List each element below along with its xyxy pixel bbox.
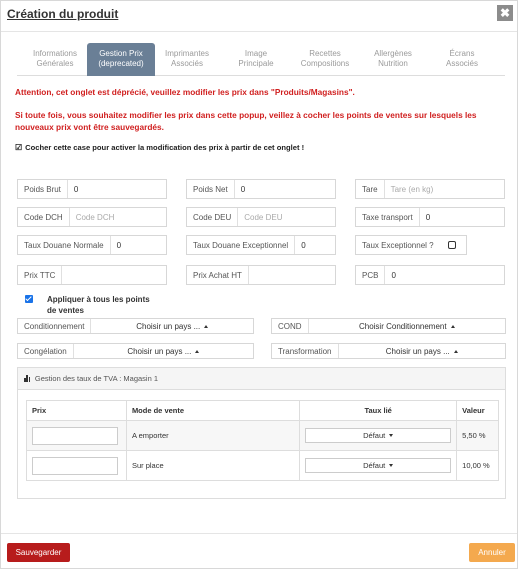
cancel-button[interactable]: Annuler [469, 543, 515, 562]
enable-edit-note-text: Cocher cette case pour activer la modification des prix à partir de cet onglet ! [25, 143, 305, 152]
save-button[interactable]: Sauvegarder [7, 543, 70, 562]
tab-label: Nutrition [378, 59, 408, 68]
tab-gestion-prix[interactable] [87, 43, 155, 76]
prix-cell [27, 451, 127, 481]
poids-net-field [186, 179, 336, 199]
tab-label: Imprimantes [164, 49, 209, 58]
prix-ttc-label: Prix TTC [18, 266, 62, 284]
tab-label: Principale [238, 59, 274, 68]
pcb-field [355, 265, 505, 285]
taux-exceptionnel-label: Taux Exceptionnel ? [362, 240, 434, 250]
column-header-valeur: Valeur [457, 401, 499, 421]
tab-label: Compositions [300, 59, 350, 68]
taux-lie-select[interactable] [305, 428, 451, 443]
tva-panel-header [18, 368, 505, 390]
prix-input[interactable] [32, 427, 118, 445]
conditionnement-value: Choisir un pays ... [136, 321, 201, 331]
mode-de-vente-cell: A emporter [126, 421, 299, 451]
tab-label: Gestion Prix [99, 49, 143, 58]
tab-label: (deprecated) [98, 59, 144, 68]
congelation-dropdown[interactable] [74, 344, 253, 358]
taux-lie-cell [300, 451, 457, 481]
code-deu-field [186, 207, 336, 227]
taux-douane-exceptionnel-input[interactable]: 0 [301, 240, 306, 250]
column-header-mode-de-vente: Mode de vente [126, 401, 299, 421]
table-row [27, 451, 499, 481]
code-deu-input[interactable]: Code DEU [244, 212, 283, 222]
taux-exceptionnel-field [355, 235, 467, 255]
tab-label: Associés [170, 59, 203, 68]
valeur-cell: 5,50 % [457, 421, 499, 451]
code-dch-field [17, 207, 167, 227]
tab-label: Informations [32, 49, 78, 58]
prix-achat-ht-field [186, 265, 336, 285]
pcb-label: PCB [356, 266, 385, 284]
poids-net-label: Poids Net [187, 180, 235, 198]
apply-all-points-de-vente [25, 294, 157, 316]
taxe-transport-field [355, 207, 505, 227]
apply-all-checkbox[interactable] [25, 295, 33, 303]
tab-informations-generales[interactable] [21, 43, 89, 76]
cond-dropdown[interactable] [309, 319, 505, 333]
tva-panel-title: Gestion des taux de TVA : Magasin 1 [34, 374, 159, 383]
tva-table-header [27, 401, 499, 421]
poids-brut-label: Poids Brut [18, 180, 68, 198]
tab-bar [17, 43, 505, 76]
tare-input[interactable]: Tare (en kg) [390, 184, 434, 194]
taux-lie-value: Défaut [363, 461, 386, 470]
tab-label: Générales [36, 59, 74, 68]
tab-recettes-compositions[interactable] [291, 43, 359, 76]
cond-value: Choisir Conditionnement [358, 321, 447, 331]
modal-title: Création du produit [7, 7, 119, 21]
column-header-prix: Prix [27, 401, 127, 421]
taux-douane-normale-input[interactable]: 0 [116, 240, 122, 250]
code-dch-label: Code DCH [18, 208, 70, 226]
prix-achat-ht-label: Prix Achat HT [187, 266, 249, 284]
caret-up-icon [454, 350, 458, 353]
prix-ttc-field [17, 265, 167, 285]
transformation-value: Choisir un pays ... [385, 346, 450, 356]
prix-input[interactable] [32, 457, 118, 475]
caret-up-icon [204, 325, 208, 328]
footer-divider [1, 533, 517, 534]
tab-label: Allergènes [374, 49, 412, 58]
prix-ttc-input[interactable] [62, 266, 166, 284]
table-row [27, 421, 499, 451]
taux-douane-normale-label: Taux Douane Normale [18, 236, 111, 254]
conditionnement-select [17, 318, 254, 334]
pcb-input[interactable]: 0 [391, 270, 396, 280]
conditionnement-label: Conditionnement [18, 319, 91, 333]
apply-all-label: Appliquer à tous les points de ventes [47, 295, 150, 315]
tab-imprimantes-associes[interactable] [153, 43, 221, 76]
taux-lie-value: Défaut [363, 431, 386, 440]
taux-lie-cell [300, 421, 457, 451]
code-deu-label: Code DEU [187, 208, 238, 226]
taxe-transport-input[interactable]: 0 [425, 212, 431, 222]
close-icon[interactable]: ✖ [497, 5, 513, 21]
tva-table [26, 400, 499, 481]
tab-label: Écrans [449, 49, 475, 58]
tab-label: Associés [445, 59, 478, 68]
congelation-value: Choisir un pays ... [127, 346, 192, 356]
points-de-vente-warning: Si toute fois, vous souhaitez modifier les prix dans cette popup, veillez à cocher les points de ventes sur lesquels les nouveaux prix vont être sauvegardés. [15, 110, 477, 132]
column-header-taux-lie: Taux lié [300, 401, 457, 421]
enable-edit-note [15, 143, 304, 152]
tab-ecrans-associes[interactable] [428, 43, 496, 76]
valeur-cell: 10,00 % [457, 451, 499, 481]
transformation-label: Transformation [272, 344, 339, 358]
conditionnement-dropdown[interactable] [91, 319, 253, 333]
prix-cell [27, 421, 127, 451]
prix-achat-ht-input[interactable] [249, 266, 335, 284]
bar-chart-icon [24, 375, 31, 382]
transformation-dropdown[interactable] [339, 344, 506, 358]
mode-de-vente-cell: Sur place [126, 451, 299, 481]
transformation-select [271, 343, 506, 359]
tab-image-principale[interactable] [222, 43, 290, 76]
deprecation-warning: Attention, cet onglet est déprécié, veuillez modifier les prix dans "Produits/Magasins". [15, 87, 355, 97]
checkbox-check-icon: ☑ [15, 143, 23, 152]
taux-douane-normale-field [17, 235, 167, 255]
taux-exceptionnel-checkbox[interactable] [448, 241, 456, 249]
congelation-select [17, 343, 254, 359]
poids-brut-field [17, 179, 167, 199]
tva-panel [17, 367, 506, 499]
cond-label: COND [272, 319, 309, 333]
caret-down-icon [389, 434, 393, 437]
tare-label: Tare [356, 180, 385, 198]
caret-down-icon [389, 464, 393, 467]
cond-select [271, 318, 506, 334]
tab-label: Image [244, 49, 268, 58]
poids-brut-input[interactable]: 0 [73, 184, 79, 194]
code-dch-input[interactable]: Code DCH [75, 212, 115, 222]
taxe-transport-label: Taxe transport [356, 208, 420, 226]
header-divider [1, 31, 517, 32]
taux-lie-select[interactable] [305, 458, 451, 473]
caret-up-icon [451, 325, 455, 328]
tab-label: Recettes [309, 49, 341, 58]
tare-field [355, 179, 505, 199]
tab-allergenes-nutrition[interactable] [359, 43, 427, 76]
taux-douane-exceptionnel-field [186, 235, 336, 255]
caret-up-icon [195, 350, 199, 353]
taux-douane-exceptionnel-label: Taux Douane Exceptionnel [187, 236, 295, 254]
congelation-label: Congélation [18, 344, 74, 358]
poids-net-input[interactable]: 0 [240, 184, 246, 194]
